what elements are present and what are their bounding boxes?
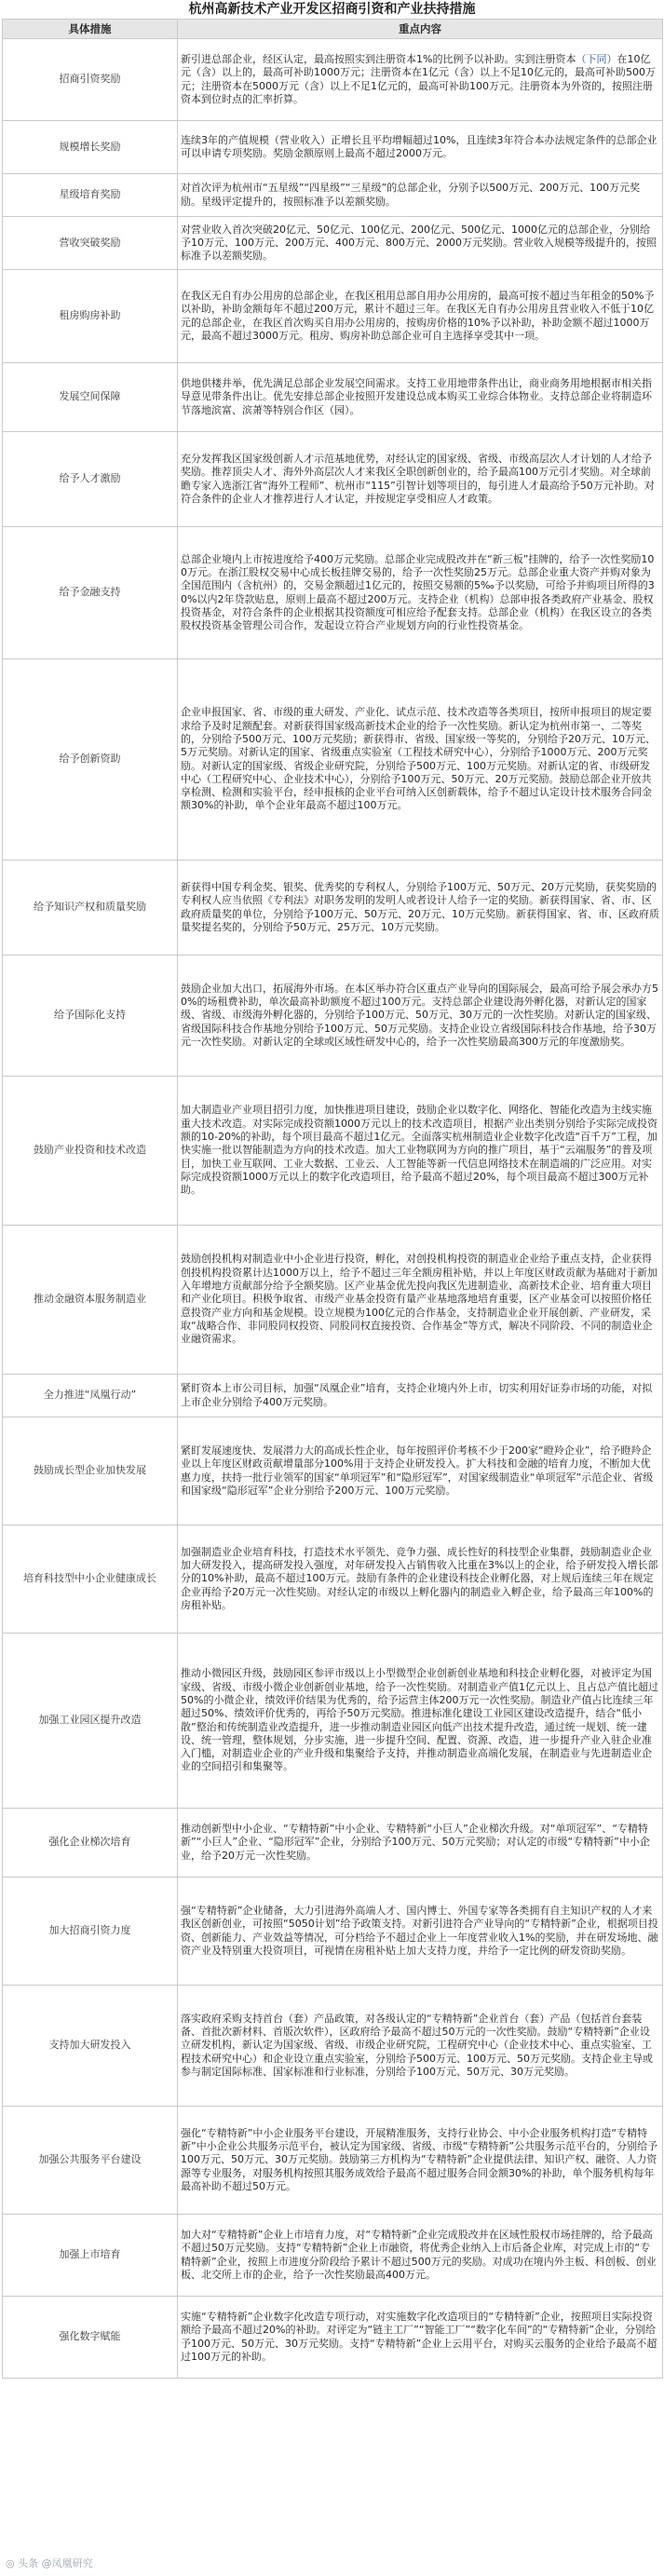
row-content: 强“专精特新”企业储备，大力引进海外高端人才、国内博士、外国专家等各类拥有自主知识产权的人才来我区创新创业，可按照“5050计划”给予政策支持。对新引进符合产业导向的“专精特新”企业，根据项目投资、创新能力、产业效益等情况，可分档给予不超过企业上一年度营业收入1%的奖励，并在研发场地、融资产业及特别重大投资项目，可视情在房租补贴上加大支持力度，并给予一定比例的研发资助奖励。 <box>178 1878 663 1986</box>
row-content: 推动创新型中小企业、“专精特新”中小企业、专精特新“小巨人”企业梯次升级。对“单项冠军”、“专精特新”“小巨人”企业、“隐形冠军”企业，分别给予100万元、50万元奖励；对认定的市级“专精特新”中小企业，给予20万元一次性奖励。 <box>178 1809 663 1878</box>
table-row <box>3 861 663 956</box>
row-content: 新获得中国专利金奖、银奖、优秀奖的专利权人，分别给予100万元、50万元、20万元奖励，获奖奖励的专利权人应当依照《专利法》对职务发明的发明人或者设计人给予一定的奖励。新获得国家、省、市、区政府质量奖的单位，分别给予100万元、50万元、20万元、10万元奖励。新获得国家、省、市、区政府质量奖提名奖的，分别给予50万元、25万元、10万元奖励。 <box>178 861 663 956</box>
row-content: 加大对“专精特新”企业上市培育力度，对“专精特新”企业完成股改并在区域性股权市场挂牌的，给予最高不超过50万元奖励。支持“专精特新”企业上市融资，将优秀企业纳入上市后备企业库，对完成上市的“专精特新”企业，按照上市进度分阶段给予累计不超过500万元的奖励。对成功在境内外主板、科创板、创业板、北交所上市的企业，给予一次性奖励最高400万元。 <box>178 2215 663 2297</box>
table-row <box>3 956 663 1077</box>
row-content: 强化“专精特新”中小企业服务平台建设，开展精准服务，支持行业协会、中小企业服务机构打造“专精特新”中小企业公共服务示范平台，被认定为国家级、省级、市级“专精特新”公共服务示范平台的，分别给予100万元、50万元、30万元奖励。鼓励第三方机构为“专精特新”企业提供法律、知识产权、融资、人力资源等专业服务，对服务机构按照其服务成效给予最高不超过服务合同金额30%的补助，单个服务机构每年最高补助不超过50万元。 <box>178 2107 663 2215</box>
header-content: 重点内容 <box>178 20 663 39</box>
row-measure: 星级培育奖励 <box>3 174 178 217</box>
document-title: 杭州高新技术产业开发区招商引资和产业扶持措施 <box>188 2 476 17</box>
row-measure: 给予人才激励 <box>3 432 178 527</box>
row-content: 企业申报国家、省、市级的重大研发、产业化、试点示范、技术改造等各类项目，按所申报项目的规定要求给予及时足额配套。对新获得国家级高新技术企业的给予一次性奖励。新认定为杭州市第一、二等奖的，分别给予500万元、100万元奖励；新获得市、省级、国家级一等奖的，分别给予20万元、10万元、5万元奖励。对新认定的国家、省级重点实验室（工程技术研究中心），分别给予1000万元、200万元奖励。对新认定的国家级、省级企业研究院，分别给予500万元、100万元奖励。对新认定的省、市级研发中心（工程研究中心、企业技术中心），分别给予100万元、50万元、20万元奖励。鼓励总部企业开放共享检测、检测和实验平台，经申报核的企业平台可纳入区创新载体，给予不超过认定设计技术服务合同金额30%的补助，单个企业年最高不超过100万元。 <box>178 659 663 861</box>
row-content: 落实政府采购支持首台（套）产品政策，对各级认定的“专精特新”企业首台（套）产品（包括首台套装备、首批次新材料、首版次软件），区政府给予最高不超过50万元的一次性奖励。鼓励“专精特新”企业设立研发机构，新认定为国家级、省级、市级企业研究院，工程研究中心（企业技术中心、重点实验室、工程技术研究中心）和企业设立重点实验室，分别给予500万元、100万元、50万元奖励。支持企业主导或参与制定国际标准、国家标准和行业标准，分别给予100万元、50万元、30万元奖励。 <box>178 1986 663 2107</box>
table-row <box>3 659 663 861</box>
row-measure: 培育科技型中小企业健康成长 <box>3 1525 178 1634</box>
row-content: 在我区无自有办公用房的总部企业，在我区租用总部自用办公用房的，最高可按不超过当年租金的50%予以补助，补助金额每年不超过200万元，累计不超过三年。在我区无自有办公用房且营业收入不低于10亿元的总部企业，在我区首次购买自用办公用房的，按购房价格的10%予以补助，补助金额不超过1000万元，最高不超过3000万元。租房、购房补助总部企业可自主选择享受其中一项。 <box>178 270 663 363</box>
table-row <box>3 1986 663 2107</box>
row-measure: 鼓励成长型企业加快发展 <box>3 1417 178 1525</box>
row-measure: 招商引资奖励 <box>3 39 178 121</box>
table-row <box>3 1809 663 1878</box>
row-measure: 发展空间保障 <box>3 363 178 432</box>
row-measure: 规模增长奖励 <box>3 121 178 174</box>
row-content: 推动小微园区升级，鼓励园区参评市级以上小型微型企业创新创业基地和科技企业孵化器，对被评定为国家级、省级、市级小微企业创新创业基地，给予一次性奖励。对制造业产值1亿元以上、且占总产值比超过50%的小微企业，绩效评价结果为优秀的，给予运营主体200万元一次性奖励。制造业产值占比连续三年超过50%、绩效评价优秀的，再给予50万元奖励。推进标准化建设工业园区建设改造提升，结合“低小散”整治和传统制造业改造提升，进一步推动制造业园区向低产出技术提升改造，通过统一规划、统一建设、统一管理，整体规划，分步实施，进一步提升空间、配置、资源、改造，进一步提升产业入驻企业准入门槛，对制造业企业的产业升级和集聚给予支持，并推动制造业高端化发展，在制造业与先进制造业企业的空间招引和集聚等。 <box>178 1634 663 1809</box>
row-content: 鼓励企业加大出口，拓展海外市场。在本区举办符合区重点产业导向的国际展会，最高可给予展会承办方50%的场租费补助，单次最高补助额度不超过100万元。支持总部企业建设海外孵化器，对新认定的国家级、省级、市级海外孵化器的，分别给予100万元、50万元、30万元的一次性奖励。对新认定的国家级、省级国际科技合作基地分别给予100万元、50万元奖励。支持企业设立省级国际科技合作基地，给予30万元一次性奖励。对新认定的全球或区域性研发中心的，给予一次性奖励最高300万元的年度激励奖。 <box>178 956 663 1077</box>
table-header-row <box>3 20 663 39</box>
row-measure: 加强工业园区提升改造 <box>3 1634 178 1809</box>
row-content: 紧盯发展速度快、发展潜力大的高成长性企业，每年按照评价考核不少于200家“瞪羚企业”，给予瞪羚企业以上年度区财政贡献增量部分100%用于支持企业研发投入。扩大科技和金融的培育力度，不断加大优惠力度，扶持一批行业领军的国家“单项冠军”和“隐形冠军”，对国家级制造业“单项冠军”示范企业、省级和国家级“隐形冠军”企业分别给予200万元、100万元奖励。 <box>178 1417 663 1525</box>
row-measure: 营收突破奖励 <box>3 217 178 270</box>
row-measure: 强化企业梯次培育 <box>3 1809 178 1878</box>
row-content: 实施“专精特新”企业数字化改造专项行动，对实施数字化改造项目的“专精特新”企业，按照项目实际投资额给予最高不超过20%的补助。对评定为“链主工厂”“智能工厂”“数字化车间”的“专精特新”企业，分别给予100万元、50万元、30万元奖励。支持“专精特新”企业上云用平台，对购买云服务的企业给予最高不超过100万元的补助。 <box>178 2297 663 2379</box>
row-content: 供地供楼并举，优先满足总部企业发展空间需求。支持工业用地带条件出让，商业商务用地根据市相关指导意见带条件出让。优先安排总部企业按照开发建设总成本购买工业综合体物业。支持总部企业将制造环节落地滨富、滨萧等特别合作区（园）。 <box>178 363 663 432</box>
row-content <box>178 39 663 121</box>
row-measure: 强化数字赋能 <box>3 2297 178 2379</box>
row-measure: 租房购房补助 <box>3 270 178 363</box>
row-measure: 给予创新资助 <box>3 659 178 861</box>
row-measure: 鼓励产业投资和技术改造 <box>3 1077 178 1226</box>
table-row <box>3 2215 663 2297</box>
row-measure: 给予国际化支持 <box>3 956 178 1077</box>
row-content: 对首次评为杭州市“五星级”“四星级”“三星级”的总部企业，分别予以500万元、200万元、100万元奖励。星级评定提升的，按照标准予以差额奖励。 <box>178 174 663 217</box>
row-content-highlight: （下同） <box>576 52 617 65</box>
table-row <box>3 1525 663 1634</box>
table-row <box>3 1077 663 1226</box>
table-row <box>3 527 663 659</box>
table-row <box>3 1375 663 1417</box>
row-content-post: 在10亿元（含）以上的，最高可补助1000万元；注册资本在1亿元（含）以上不足10亿元的，最高可补助500万元；注册资本在5000万元（含）以上不足1亿元的，最高可补助100万元。注册资本为外资的，按照注册资本到位时点的汇率折算。 <box>181 52 656 105</box>
table-row <box>3 174 663 217</box>
row-measure: 加强上市培育 <box>3 2215 178 2297</box>
table-row <box>3 1878 663 1986</box>
table-row <box>3 432 663 527</box>
row-measure: 全力推进“凤凰行动” <box>3 1375 178 1417</box>
row-content: 加强制造业企业培育科技，打造技术水平领先、竞争力强、成长性好的科技型企业集群，鼓励制造业企业加大研发投入，提高研发投入强度，对年研发投入占销售收入比重在3%以上的企业，给予研发投入增长部分的10%补助，最高不超过100万元。鼓励有条件的企业建设科技企业孵化器，对上规后连续三年在规定企业再给予20万元一次性奖励。对经认定的市级以上孵化器内的制造业入孵企业，给予最高三年100%的房租补贴。 <box>178 1525 663 1634</box>
table-row <box>3 1226 663 1375</box>
source-watermark: ◎ 头条 @凤凰研究 <box>6 2557 93 2569</box>
row-measure: 加大招商引资力度 <box>3 1878 178 1986</box>
header-measure: 具体措施 <box>3 20 178 39</box>
row-content-pre: 新引进总部企业，经区认定，最高按照实到注册资本1%的比例予以补助。实到注册资本 <box>181 52 576 65</box>
table-row <box>3 2107 663 2215</box>
table-row <box>3 1417 663 1525</box>
row-content: 连续3年的产值规模（营业收入）正增长且平均增幅超过10%，且连续3年符合本办法规定条件的总部企业可以申请专项奖励。奖励金额原则上最高不超过2000万元。 <box>178 121 663 174</box>
row-content: 充分发挥我区国家级创新人才示范基地优势，对经认定的国家级、省级、市级高层次人才计划的人才给予奖励。推荐顶尖人才、海外外高层次人才来我区全职创新创业的，给予最高100万元引才奖励。对全球前瞻专家入选浙江省“海外工程师”、杭州市“115”引智计划等项目的，每引进人才最高给予50万元补助。对符合条件的企业人才推荐进行人才认定，并按规定享受相应人才政策。 <box>178 432 663 527</box>
table-row <box>3 270 663 363</box>
row-content: 加大制造业产业项目招引力度，加快推进项目建设，鼓励企业以数字化、网络化、智能化改造为主线实施重大技术改造。对实际完成投资额1000万元以上的技术改造项目，根据产业出类别分别给予实际完成投资额的10-20%的补助，每个项目最高不超过1亿元。全面落实杭州制造业企业数字化改造“百千万”工程，加快实施一批以智能制造为方向的技术改造。加大工业物联网为方向的推广项目，基于“云端服务”的普及项目，加快工业互联网、工业大数据、工业云、人工智能等新一代信息网络技术在制造端的广泛应用。对实际完成投资额1000万元以上的数字化改造项目，给予最高不超过20%，每个项目最高不超过300万元补助。 <box>178 1077 663 1226</box>
table-row <box>3 2297 663 2379</box>
row-measure: 给予知识产权和质量奖励 <box>3 861 178 956</box>
row-measure: 支持加大研发投入 <box>3 1986 178 2107</box>
table-row <box>3 217 663 270</box>
policy-table <box>2 19 663 2379</box>
row-measure: 给予金融支持 <box>3 527 178 659</box>
row-content: 紧盯资本上市公司目标，加强“凤凰企业”培育，支持企业境内外上市，切实利用好证券市场的功能，对拟上市企业分别给予400万元奖励。 <box>178 1375 663 1417</box>
table-row <box>3 1634 663 1809</box>
row-measure: 推动金融资本服务制造业 <box>3 1226 178 1375</box>
row-content: 鼓励创投机构对制造业中小企业进行投资，孵化，对创投机构投资的制造业企业给予重点支持，企业获得创投机构投资累计达1000万以上，给予不超过三年全额房租补贴，并以上年度区财政贡献为基础对于新加入年增地方贡献部分给予全额奖励。区产业基金优先投向我区先进制造业、高新技术企业、培育重大项目和产业化项目。积极争取省、市级产业基金投资有量产业基地落地培育重要，区产业基金可以按照价格任意投资产业方向和基金规模。设立规模为100亿元的合作基金，支持制造业企业开展创新、产业研发，采取“战略合作、非同股同权投资、同股同权直接投资、合作基金”等方式，解决不同阶段、不同的制造业企业融资需求。 <box>178 1226 663 1375</box>
table-row <box>3 121 663 174</box>
table-row <box>3 363 663 432</box>
table-row <box>3 39 663 121</box>
row-content: 总部企业境内上市按进度给予400万元奖励。总部企业完成股改并在“新三板”挂牌的，给予一次性奖励100万元。在浙江股权交易中心成长板挂牌交易的，给予一次性奖励25万元。总部企业重大资产并购对象为全国范围内（含杭州）的，交易金额超过1亿元的，按照交易额的5‰予以奖励，可给予并购项目所得的30%以内2年贷款贴息，原则上最高不超过200万元。支持企业（机构）总部申报各类政府产业基金、股权投资基金，对符合条件的企业根据其投资额度可相应给予配套支持。总部企业（机构）在我区设立的各类股权投资基金管理公司合作，发起设立符合产业规划方向的行业性投资基金。 <box>178 527 663 659</box>
row-measure: 加强公共服务平台建设 <box>3 2107 178 2215</box>
row-content: 对营业收入首次突破20亿元、50亿元、100亿元、200亿元、500亿元、1000亿元的总部企业，分别给予10万元、100万元、200万元、400万元、800万元、2000万元奖励。营业收入规模等级提升的，按照标准予以差额奖励。 <box>178 217 663 270</box>
